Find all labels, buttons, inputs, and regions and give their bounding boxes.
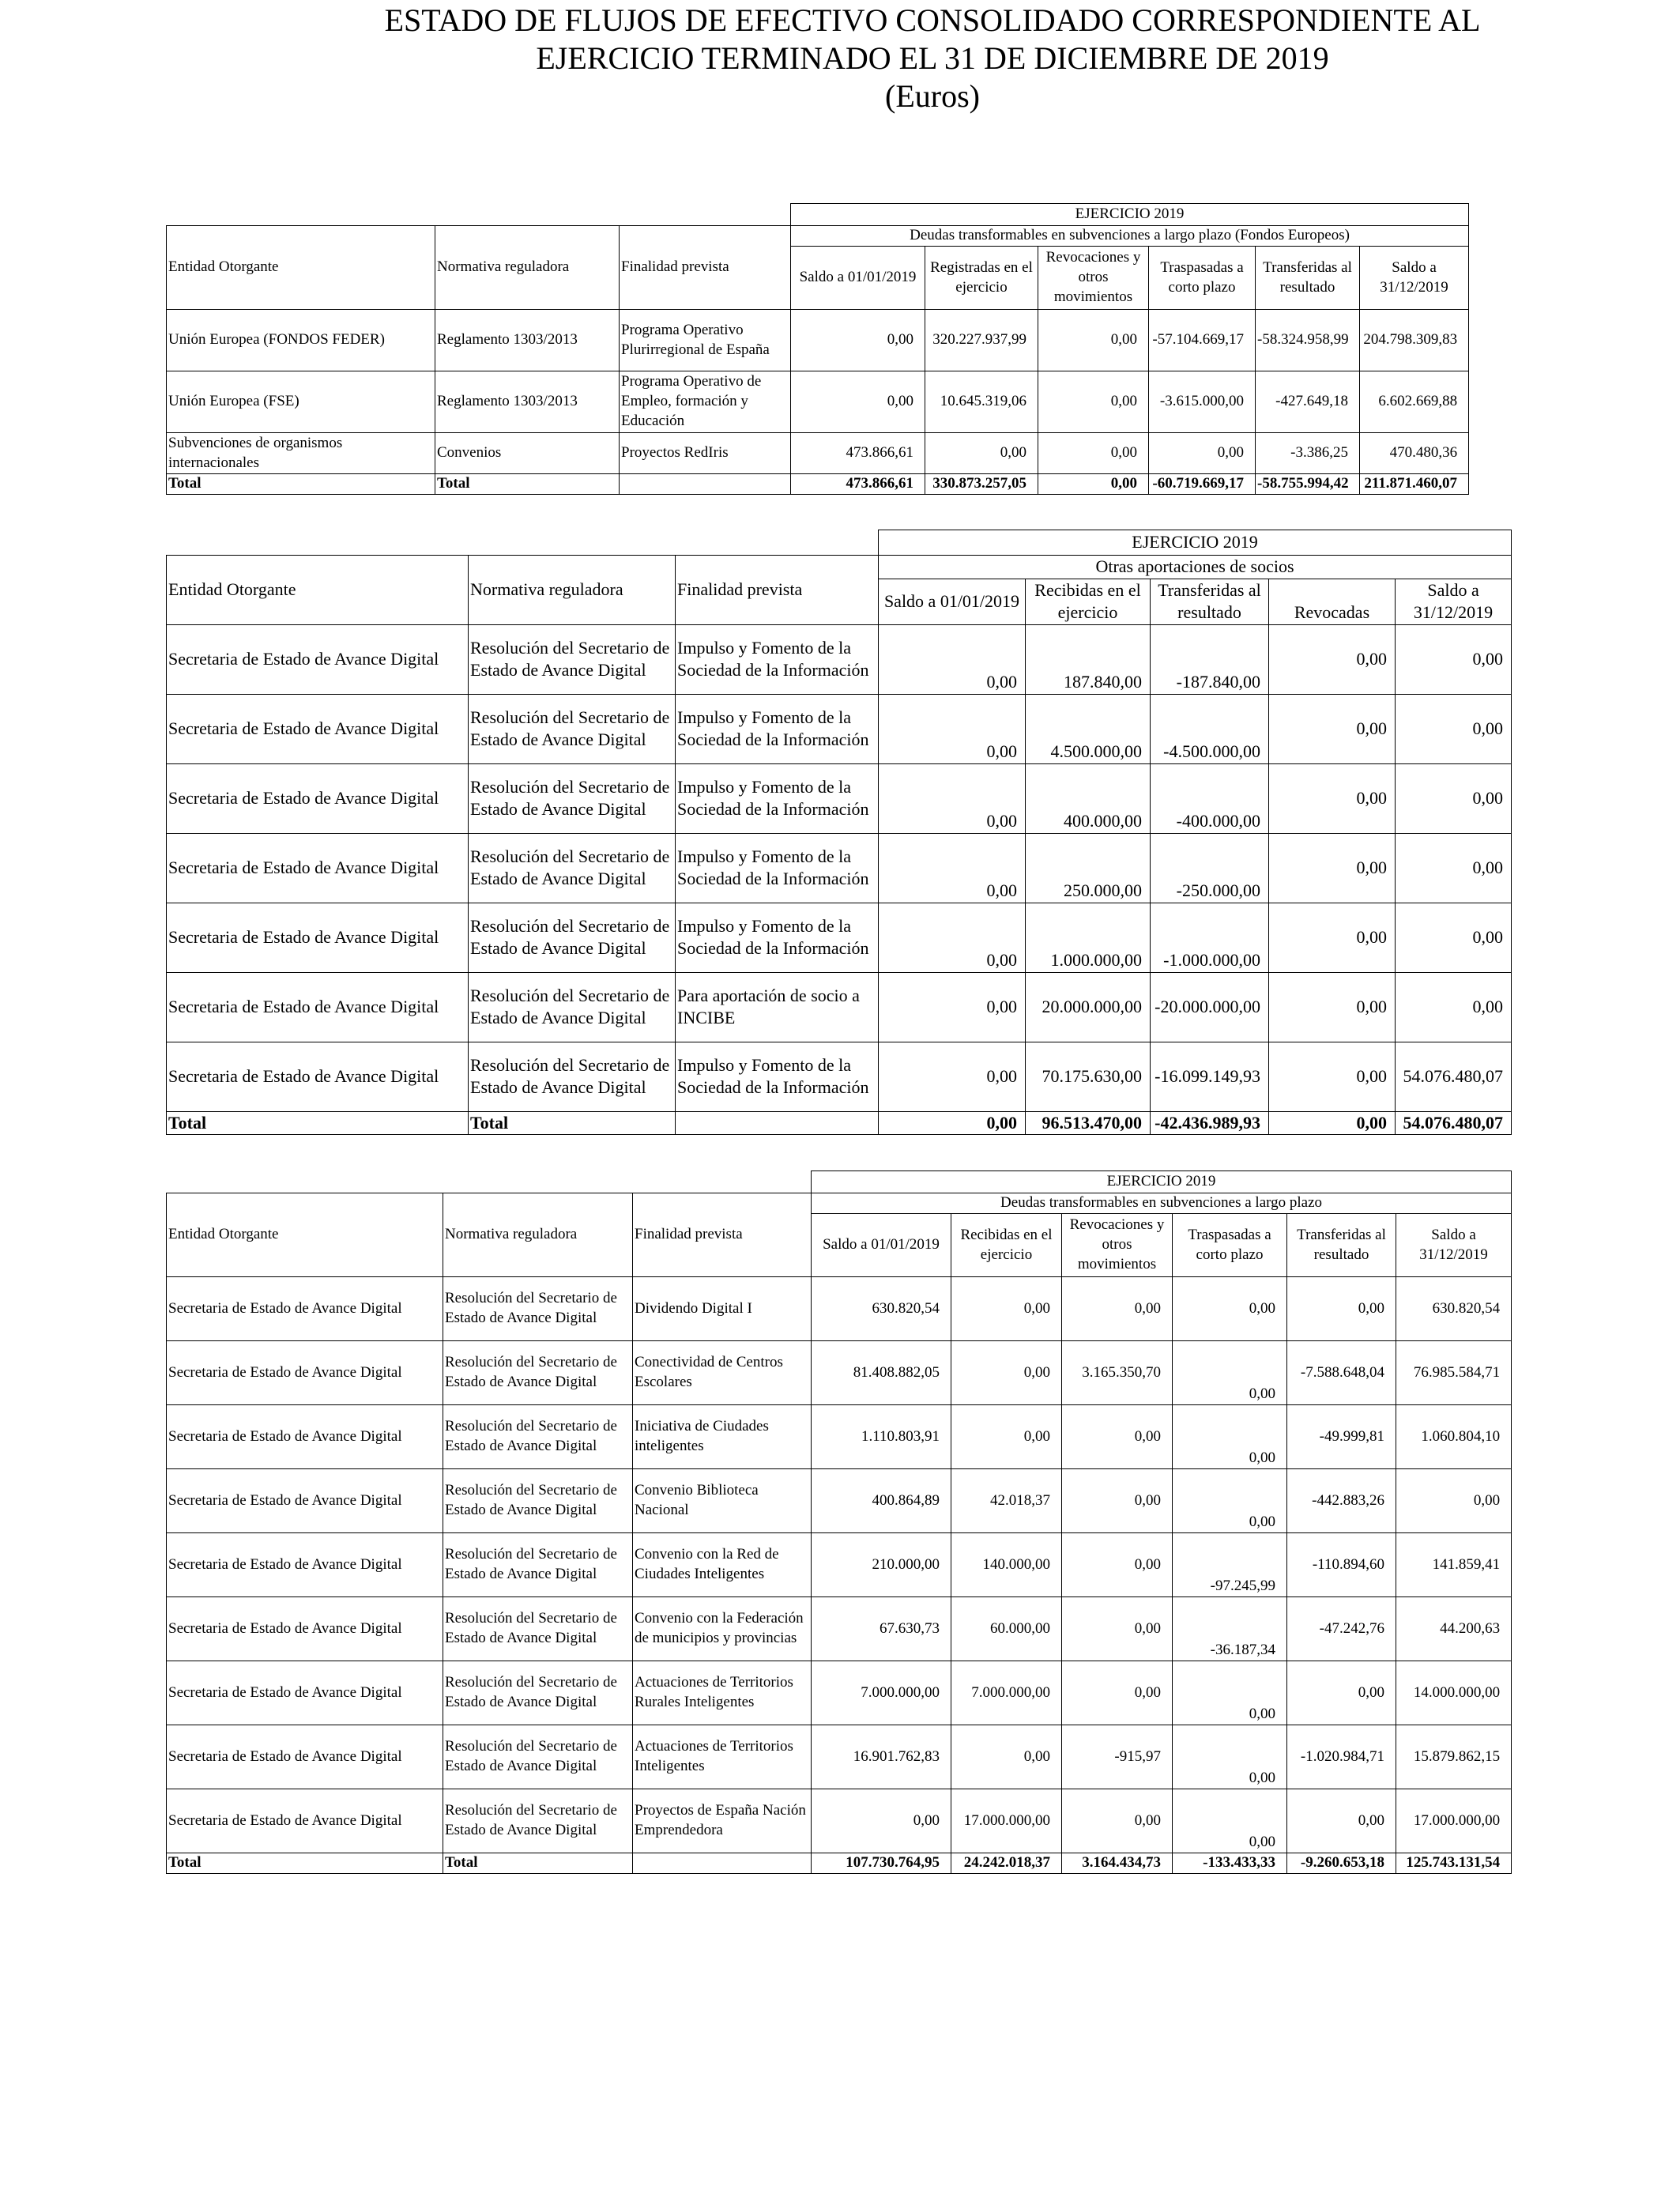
cell: 0,00 <box>1287 1661 1396 1725</box>
cell: Secretaria de Estado de Avance Digital <box>167 1405 443 1469</box>
cell: 0,00 <box>925 433 1038 474</box>
cell: 0,00 <box>1173 1789 1287 1853</box>
cell: Resolución del Secretario de Estado de Avance Digital <box>443 1341 633 1405</box>
cell: Total <box>443 1853 633 1874</box>
cell: Secretaria de Estado de Avance Digital <box>167 833 469 903</box>
cell: Convenio con la Federación de municipios y provincias <box>633 1597 812 1661</box>
cell: 1.110.803,91 <box>812 1405 951 1469</box>
cell: Actuaciones de Territorios Rurales Inteligentes <box>633 1661 812 1725</box>
cell: 44.200,63 <box>1396 1597 1512 1661</box>
cell: 42.018,37 <box>951 1469 1062 1533</box>
column-header: Saldo a 31/12/2019 <box>1396 579 1512 624</box>
cell: Total <box>435 474 620 495</box>
column-header: Registradas en el ejercicio <box>925 247 1038 310</box>
column-header: Finalidad prevista <box>620 226 791 310</box>
cell: Resolución del Secretario de Estado de Avance Digital <box>469 833 676 903</box>
cell: 0,00 <box>1173 1661 1287 1725</box>
cell: 0,00 <box>879 1042 1026 1111</box>
column-header: Revocadas <box>1269 579 1396 624</box>
cell: 140.000,00 <box>951 1533 1062 1597</box>
cell: Secretaria de Estado de Avance Digital <box>167 1725 443 1789</box>
cell: -1.000.000,00 <box>1151 903 1269 972</box>
cell: Proyectos RedIris <box>620 433 791 474</box>
cell: Secretaria de Estado de Avance Digital <box>167 1661 443 1725</box>
table-subheader: Deudas transformables en subvenciones a largo plazo <box>812 1193 1512 1214</box>
cell: 0,00 <box>1287 1789 1396 1853</box>
cell: Resolución del Secretario de Estado de Avance Digital <box>443 1533 633 1597</box>
cell: 0,00 <box>1269 624 1396 694</box>
cell: 1.000.000,00 <box>1026 903 1151 972</box>
cell: -4.500.000,00 <box>1151 694 1269 763</box>
cell: 0,00 <box>951 1341 1062 1405</box>
cell: 0,00 <box>1269 1042 1396 1111</box>
cell: 17.000.000,00 <box>951 1789 1062 1853</box>
cell: -133.433,33 <box>1173 1853 1287 1874</box>
table-row <box>167 903 1512 972</box>
ejercicio-header: EJERCICIO 2019 <box>879 530 1512 556</box>
cell: 0,00 <box>1038 433 1149 474</box>
cell: -57.104.669,17 <box>1149 310 1256 371</box>
cell: 320.227.937,99 <box>925 310 1038 371</box>
cell: 24.242.018,37 <box>951 1853 1062 1874</box>
cell: Secretaria de Estado de Avance Digital <box>167 903 469 972</box>
cell: 250.000,00 <box>1026 833 1151 903</box>
cell: 0,00 <box>879 763 1026 833</box>
table-row <box>167 1597 1512 1661</box>
cell: -60.719.669,17 <box>1149 474 1256 495</box>
cell: 0,00 <box>1269 1111 1396 1135</box>
title-line-3: (Euros) <box>885 78 980 114</box>
column-header: Traspasadas a corto plazo <box>1173 1214 1287 1277</box>
cell <box>620 474 791 495</box>
ejercicio-header: EJERCICIO 2019 <box>812 1171 1512 1193</box>
cell: 0,00 <box>1173 1405 1287 1469</box>
cell: Secretaria de Estado de Avance Digital <box>167 1469 443 1533</box>
cell: 0,00 <box>879 833 1026 903</box>
cell: 20.000.000,00 <box>1026 972 1151 1042</box>
cell: 0,00 <box>1038 310 1149 371</box>
cell: 0,00 <box>1269 833 1396 903</box>
cell: -3.615.000,00 <box>1149 371 1256 433</box>
cell: 0,00 <box>1062 1789 1173 1853</box>
column-header: Traspasadas a corto plazo <box>1149 247 1256 310</box>
cell: -915,97 <box>1062 1725 1173 1789</box>
cell: 473.866,61 <box>791 433 925 474</box>
table-row <box>167 1661 1512 1725</box>
cell: 0,00 <box>1396 833 1512 903</box>
table-row <box>167 1341 1512 1405</box>
column-header: Recibidas en el ejercicio <box>951 1214 1062 1277</box>
table-row <box>167 1789 1512 1853</box>
cell: 141.859,41 <box>1396 1533 1512 1597</box>
cell: 1.060.804,10 <box>1396 1405 1512 1469</box>
cell: Programa Operativo de Empleo, formación y Educación <box>620 371 791 433</box>
cell: Secretaria de Estado de Avance Digital <box>167 763 469 833</box>
cell: Para aportación de socio a INCIBE <box>676 972 879 1042</box>
cell: Resolución del Secretario de Estado de Avance Digital <box>443 1597 633 1661</box>
cell: 0,00 <box>1038 474 1149 495</box>
cell: Impulso y Fomento de la Sociedad de la Información <box>676 624 879 694</box>
table-row <box>167 1533 1512 1597</box>
cell: Resolución del Secretario de Estado de Avance Digital <box>469 763 676 833</box>
cell: Total <box>167 474 435 495</box>
table-row <box>167 433 1469 474</box>
table-row <box>167 694 1512 763</box>
column-header: Normativa reguladora <box>435 226 620 310</box>
table-row <box>167 1405 1512 1469</box>
cell: Secretaria de Estado de Avance Digital <box>167 1789 443 1853</box>
cell: 204.798.309,83 <box>1360 310 1469 371</box>
cell: Resolución del Secretario de Estado de Avance Digital <box>469 694 676 763</box>
cell: Convenios <box>435 433 620 474</box>
cell: 470.480,36 <box>1360 433 1469 474</box>
cell: 81.408.882,05 <box>812 1341 951 1405</box>
cell: Impulso y Fomento de la Sociedad de la Información <box>676 1042 879 1111</box>
cell: 211.871.460,07 <box>1360 474 1469 495</box>
cell: 76.985.584,71 <box>1396 1341 1512 1405</box>
cell: 96.513.470,00 <box>1026 1111 1151 1135</box>
cell: 0,00 <box>1062 1469 1173 1533</box>
page-title <box>237 2 1628 115</box>
cell: 54.076.480,07 <box>1396 1111 1512 1135</box>
cell: Secretaria de Estado de Avance Digital <box>167 1277 443 1341</box>
cell: Convenio con la Red de Ciudades Inteligentes <box>633 1533 812 1597</box>
cell: Total <box>167 1853 443 1874</box>
column-header: Revocaciones y otros movimientos <box>1038 247 1149 310</box>
cell: 330.873.257,05 <box>925 474 1038 495</box>
cell: 7.000.000,00 <box>951 1661 1062 1725</box>
column-header: Revocaciones y otros movimientos <box>1062 1214 1173 1277</box>
cell: Reglamento 1303/2013 <box>435 371 620 433</box>
cell: 16.901.762,83 <box>812 1725 951 1789</box>
cell: 7.000.000,00 <box>812 1661 951 1725</box>
cell: 400.000,00 <box>1026 763 1151 833</box>
cell: 630.820,54 <box>812 1277 951 1341</box>
cell: 0,00 <box>1173 1341 1287 1405</box>
cell: Resolución del Secretario de Estado de Avance Digital <box>469 624 676 694</box>
cell: 0,00 <box>1269 972 1396 1042</box>
total-row <box>167 1853 1512 1874</box>
column-header: Saldo a 01/01/2019 <box>812 1214 951 1277</box>
column-header: Normativa reguladora <box>443 1193 633 1277</box>
cell: 0,00 <box>1062 1661 1173 1725</box>
table-row <box>167 1042 1512 1111</box>
cell: Convenio Biblioteca Nacional <box>633 1469 812 1533</box>
cell: 0,00 <box>1038 371 1149 433</box>
column-header: Entidad Otorgante <box>167 556 469 625</box>
cell: 10.645.319,06 <box>925 371 1038 433</box>
cell: Secretaria de Estado de Avance Digital <box>167 972 469 1042</box>
cell: Iniciativa de Ciudades inteligentes <box>633 1405 812 1469</box>
cell: Resolución del Secretario de Estado de Avance Digital <box>469 972 676 1042</box>
cell: 0,00 <box>1396 694 1512 763</box>
cell: 0,00 <box>1149 433 1256 474</box>
cell: 15.879.862,15 <box>1396 1725 1512 1789</box>
table-row <box>167 310 1469 371</box>
cell: Resolución del Secretario de Estado de Avance Digital <box>469 903 676 972</box>
cell: 0,00 <box>1173 1469 1287 1533</box>
cell: 0,00 <box>1062 1277 1173 1341</box>
column-header: Saldo a 01/01/2019 <box>879 579 1026 624</box>
cell: -3.386,25 <box>1256 433 1360 474</box>
cell: Impulso y Fomento de la Sociedad de la Información <box>676 903 879 972</box>
cell: 0,00 <box>1269 903 1396 972</box>
column-header: Saldo a 01/01/2019 <box>791 247 925 310</box>
cell: -7.588.648,04 <box>1287 1341 1396 1405</box>
cell: -47.242,76 <box>1287 1597 1396 1661</box>
cell: -42.436.989,93 <box>1151 1111 1269 1135</box>
cell: 0,00 <box>1287 1277 1396 1341</box>
cell: -250.000,00 <box>1151 833 1269 903</box>
cell: Resolución del Secretario de Estado de Avance Digital <box>443 1661 633 1725</box>
cell <box>633 1853 812 1874</box>
cell: -58.324.958,99 <box>1256 310 1360 371</box>
cell: Actuaciones de Territorios Inteligentes <box>633 1725 812 1789</box>
cell: -49.999,81 <box>1287 1405 1396 1469</box>
cell: Secretaria de Estado de Avance Digital <box>167 624 469 694</box>
cell: -187.840,00 <box>1151 624 1269 694</box>
otras-aportaciones-table <box>166 530 1512 1135</box>
cell: Impulso y Fomento de la Sociedad de la Información <box>676 833 879 903</box>
cell: Resolución del Secretario de Estado de Avance Digital <box>443 1725 633 1789</box>
cell: Secretaria de Estado de Avance Digital <box>167 694 469 763</box>
cell: 0,00 <box>791 310 925 371</box>
column-header: Transferidas al resultado <box>1151 579 1269 624</box>
table-row <box>167 1469 1512 1533</box>
column-header: Saldo a 31/12/2019 <box>1396 1214 1512 1277</box>
cell: 0,00 <box>879 972 1026 1042</box>
cell: 3.165.350,70 <box>1062 1341 1173 1405</box>
cell: 0,00 <box>1062 1597 1173 1661</box>
cell <box>676 1111 879 1135</box>
cell: 0,00 <box>1269 694 1396 763</box>
cell: 0,00 <box>812 1789 951 1853</box>
cell: 187.840,00 <box>1026 624 1151 694</box>
cell: 400.864,89 <box>812 1469 951 1533</box>
cell: Unión Europea (FONDOS FEDER) <box>167 310 435 371</box>
cell: 0,00 <box>1396 972 1512 1042</box>
table-row <box>167 763 1512 833</box>
cell: Impulso y Fomento de la Sociedad de la Información <box>676 763 879 833</box>
cell: -36.187,34 <box>1173 1597 1287 1661</box>
table-row <box>167 972 1512 1042</box>
cell: -110.894,60 <box>1287 1533 1396 1597</box>
table-subheader: Deudas transformables en subvenciones a largo plazo (Fondos Europeos) <box>791 226 1469 247</box>
cell: 14.000.000,00 <box>1396 1661 1512 1725</box>
cell: 0,00 <box>1173 1725 1287 1789</box>
title-line-1: ESTADO DE FLUJOS DE EFECTIVO CONSOLIDADO CORRESPONDIENTE AL <box>384 2 1481 38</box>
cell: Resolución del Secretario de Estado de Avance Digital <box>469 1042 676 1111</box>
cell: 0,00 <box>951 1725 1062 1789</box>
cell: -427.649,18 <box>1256 371 1360 433</box>
cell: Programa Operativo Plurirregional de España <box>620 310 791 371</box>
table-row <box>167 624 1512 694</box>
cell: Resolución del Secretario de Estado de Avance Digital <box>443 1405 633 1469</box>
cell: -442.883,26 <box>1287 1469 1396 1533</box>
column-header: Saldo a 31/12/2019 <box>1360 247 1469 310</box>
cell: 0,00 <box>879 624 1026 694</box>
column-header: Normativa reguladora <box>469 556 676 625</box>
title-line-2: EJERCICIO TERMINADO EL 31 DE DICIEMBRE DE 2019 <box>536 40 1329 76</box>
cell: Reglamento 1303/2013 <box>435 310 620 371</box>
cell: Subvenciones de organismos internacionales <box>167 433 435 474</box>
column-header: Transferidas al resultado <box>1287 1214 1396 1277</box>
column-header: Entidad Otorgante <box>167 226 435 310</box>
cell: -58.755.994,42 <box>1256 474 1360 495</box>
cell: Resolución del Secretario de Estado de Avance Digital <box>443 1789 633 1853</box>
cell: 6.602.669,88 <box>1360 371 1469 433</box>
total-row <box>167 1111 1512 1135</box>
cell: Impulso y Fomento de la Sociedad de la Información <box>676 694 879 763</box>
ejercicio-header: EJERCICIO 2019 <box>791 204 1469 226</box>
table-row <box>167 1277 1512 1341</box>
cell: Resolución del Secretario de Estado de Avance Digital <box>443 1469 633 1533</box>
cell: 60.000,00 <box>951 1597 1062 1661</box>
column-header: Transferidas al resultado <box>1256 247 1360 310</box>
cell: -1.020.984,71 <box>1287 1725 1396 1789</box>
cell: 0,00 <box>1396 624 1512 694</box>
cell: 0,00 <box>1269 763 1396 833</box>
cell: 0,00 <box>1396 903 1512 972</box>
cell: 0,00 <box>1173 1277 1287 1341</box>
cell: 54.076.480,07 <box>1396 1042 1512 1111</box>
column-header: Finalidad prevista <box>676 556 879 625</box>
cell: 107.730.764,95 <box>812 1853 951 1874</box>
column-header: Entidad Otorgante <box>167 1193 443 1277</box>
cell: 473.866,61 <box>791 474 925 495</box>
cell: 125.743.131,54 <box>1396 1853 1512 1874</box>
cell: Secretaria de Estado de Avance Digital <box>167 1597 443 1661</box>
cell: Proyectos de España Nación Emprendedora <box>633 1789 812 1853</box>
table-row <box>167 1725 1512 1789</box>
column-header: Recibidas en el ejercicio <box>1026 579 1151 624</box>
column-header: Finalidad prevista <box>633 1193 812 1277</box>
cell: 210.000,00 <box>812 1533 951 1597</box>
cell: 0,00 <box>791 371 925 433</box>
cell: Resolución del Secretario de Estado de Avance Digital <box>443 1277 633 1341</box>
cell: 630.820,54 <box>1396 1277 1512 1341</box>
cell: 17.000.000,00 <box>1396 1789 1512 1853</box>
table-subheader: Otras aportaciones de socios <box>879 556 1512 579</box>
cell: Secretaria de Estado de Avance Digital <box>167 1533 443 1597</box>
cell: Dividendo Digital I <box>633 1277 812 1341</box>
cell: 0,00 <box>951 1405 1062 1469</box>
cell: Unión Europea (FSE) <box>167 371 435 433</box>
cell: -400.000,00 <box>1151 763 1269 833</box>
cell: Total <box>167 1111 469 1135</box>
cell: 3.164.434,73 <box>1062 1853 1173 1874</box>
cell: 67.630,73 <box>812 1597 951 1661</box>
cell: Secretaria de Estado de Avance Digital <box>167 1042 469 1111</box>
total-row <box>167 474 1469 495</box>
cell: 4.500.000,00 <box>1026 694 1151 763</box>
table-row <box>167 371 1469 433</box>
fondos-europeos-table <box>166 203 1469 495</box>
cell: 0,00 <box>879 903 1026 972</box>
cell: -9.260.653,18 <box>1287 1853 1396 1874</box>
cell: Conectividad de Centros Escolares <box>633 1341 812 1405</box>
cell: -20.000.000,00 <box>1151 972 1269 1042</box>
cell: 0,00 <box>1396 1469 1512 1533</box>
cell: 0,00 <box>1062 1533 1173 1597</box>
table-row <box>167 833 1512 903</box>
cell: -16.099.149,93 <box>1151 1042 1269 1111</box>
cell: 0,00 <box>879 1111 1026 1135</box>
cell: 0,00 <box>951 1277 1062 1341</box>
cell: 70.175.630,00 <box>1026 1042 1151 1111</box>
cell: 0,00 <box>879 694 1026 763</box>
cell: 0,00 <box>1062 1405 1173 1469</box>
deudas-transformables-table <box>166 1171 1512 1874</box>
cell: -97.245,99 <box>1173 1533 1287 1597</box>
cell: 0,00 <box>1396 763 1512 833</box>
cell: Total <box>469 1111 676 1135</box>
cell: Secretaria de Estado de Avance Digital <box>167 1341 443 1405</box>
